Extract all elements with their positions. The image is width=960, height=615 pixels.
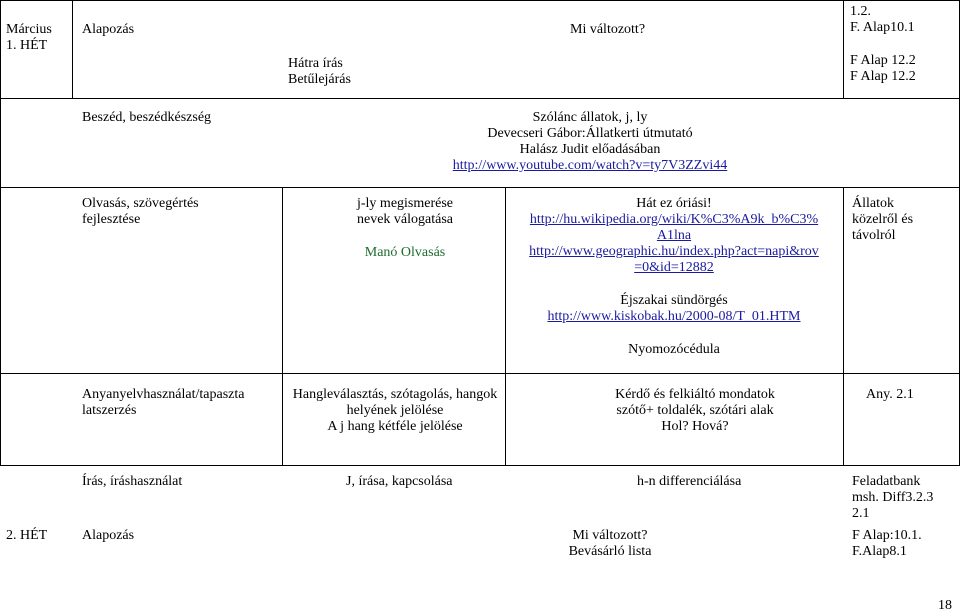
grid-line bbox=[0, 0, 960, 1]
wikipedia-link[interactable]: http://hu.wikipedia.org/wiki/K%C3%A9k_b%C3% A1lna bbox=[529, 212, 819, 243]
j-irasa-text: J, írása, kapcsolása bbox=[346, 474, 453, 489]
mi-valtozott-text: Mi változott? bbox=[570, 22, 646, 37]
page-number: 18 bbox=[938, 598, 952, 613]
grid-line bbox=[72, 0, 73, 98]
geographic-link[interactable]: http://www.geographic.hu/index.php?act=napi&rov =0&id=12882 bbox=[529, 244, 819, 275]
module-title: Alapozás bbox=[82, 22, 135, 37]
nyomozocedula-text: Nyomozócédula bbox=[628, 342, 720, 357]
reference-text: Any. 2.1 bbox=[866, 387, 914, 402]
area-label: Anyanyelvhasználat/tapaszta latszerzés bbox=[82, 387, 245, 418]
area-label: Írás, íráshasználat bbox=[82, 474, 183, 489]
module-items: Hátra írás Betűlejárás bbox=[288, 56, 351, 87]
grid-line bbox=[0, 98, 960, 99]
mano-olvasas-label: Manó Olvasás bbox=[364, 245, 446, 260]
grid-line bbox=[0, 187, 960, 188]
activity-lines: Mi változott? Bevásárló lista bbox=[568, 528, 652, 559]
reference-list: Feladatbank msh. Diff3.2.3 2.1 bbox=[852, 474, 934, 521]
week-label: 2. HÉT bbox=[6, 528, 48, 543]
reference-list: F Alap:10.1. F.Alap8.1 bbox=[852, 528, 922, 559]
activity-links: Hát ez óriási! http://hu.wikipedia.org/wiki/K%C3%A9k_b%C3% A1lna http://www.geographic.hu/index.php?act=napi&rov =0&id=12882 Éjszakai sündörgés http://www.kiskobak.hu/2000-08/T_01.HTM Nyomozócédula bbox=[505, 196, 843, 358]
grid-line bbox=[282, 187, 283, 465]
result-text: Állatok közelről és távolról bbox=[852, 196, 914, 243]
skill-lines: j-ly megismerése nevek válogatása Manó Olvasás bbox=[305, 196, 505, 261]
kiskobak-link[interactable]: http://www.kiskobak.hu/2000-08/T_01.HTM bbox=[547, 309, 801, 324]
area-label: Beszéd, beszédkészség bbox=[82, 110, 212, 125]
hn-text: h-n differenciálása bbox=[637, 474, 742, 489]
grid-line bbox=[0, 373, 960, 374]
grid-line bbox=[0, 465, 960, 466]
grid-line bbox=[0, 0, 1, 465]
grid-line bbox=[843, 0, 844, 98]
grid-line bbox=[843, 187, 844, 465]
content-lines: Kérdő és felkiáltó mondatok szótő+ toldalék, szótári alak Hol? Hová? bbox=[615, 387, 775, 434]
week-label: Március 1. HÉT bbox=[6, 22, 52, 53]
module-title: Alapozás bbox=[82, 528, 135, 543]
area-label: Olvasás, szövegértés fejlesztése bbox=[82, 196, 199, 227]
youtube-link[interactable]: http://www.youtube.com/watch?v=ty7V3ZZvi44 bbox=[452, 158, 728, 173]
skill-lines: Hangleválasztás, szótagolás, hangok helyének jelölése A j hang kétféle jelölése bbox=[292, 387, 498, 434]
activity-lines: Szólánc állatok, j, ly Devecseri Gábor:Állatkerti útmutató Halász Judit előadásában http://www.youtube.com/watch?v=ty7V3ZZvi44 bbox=[400, 110, 780, 174]
reference-list: 1.2. F. Alap10.1 F Alap 12.2 F Alap 12.2 bbox=[850, 4, 916, 84]
